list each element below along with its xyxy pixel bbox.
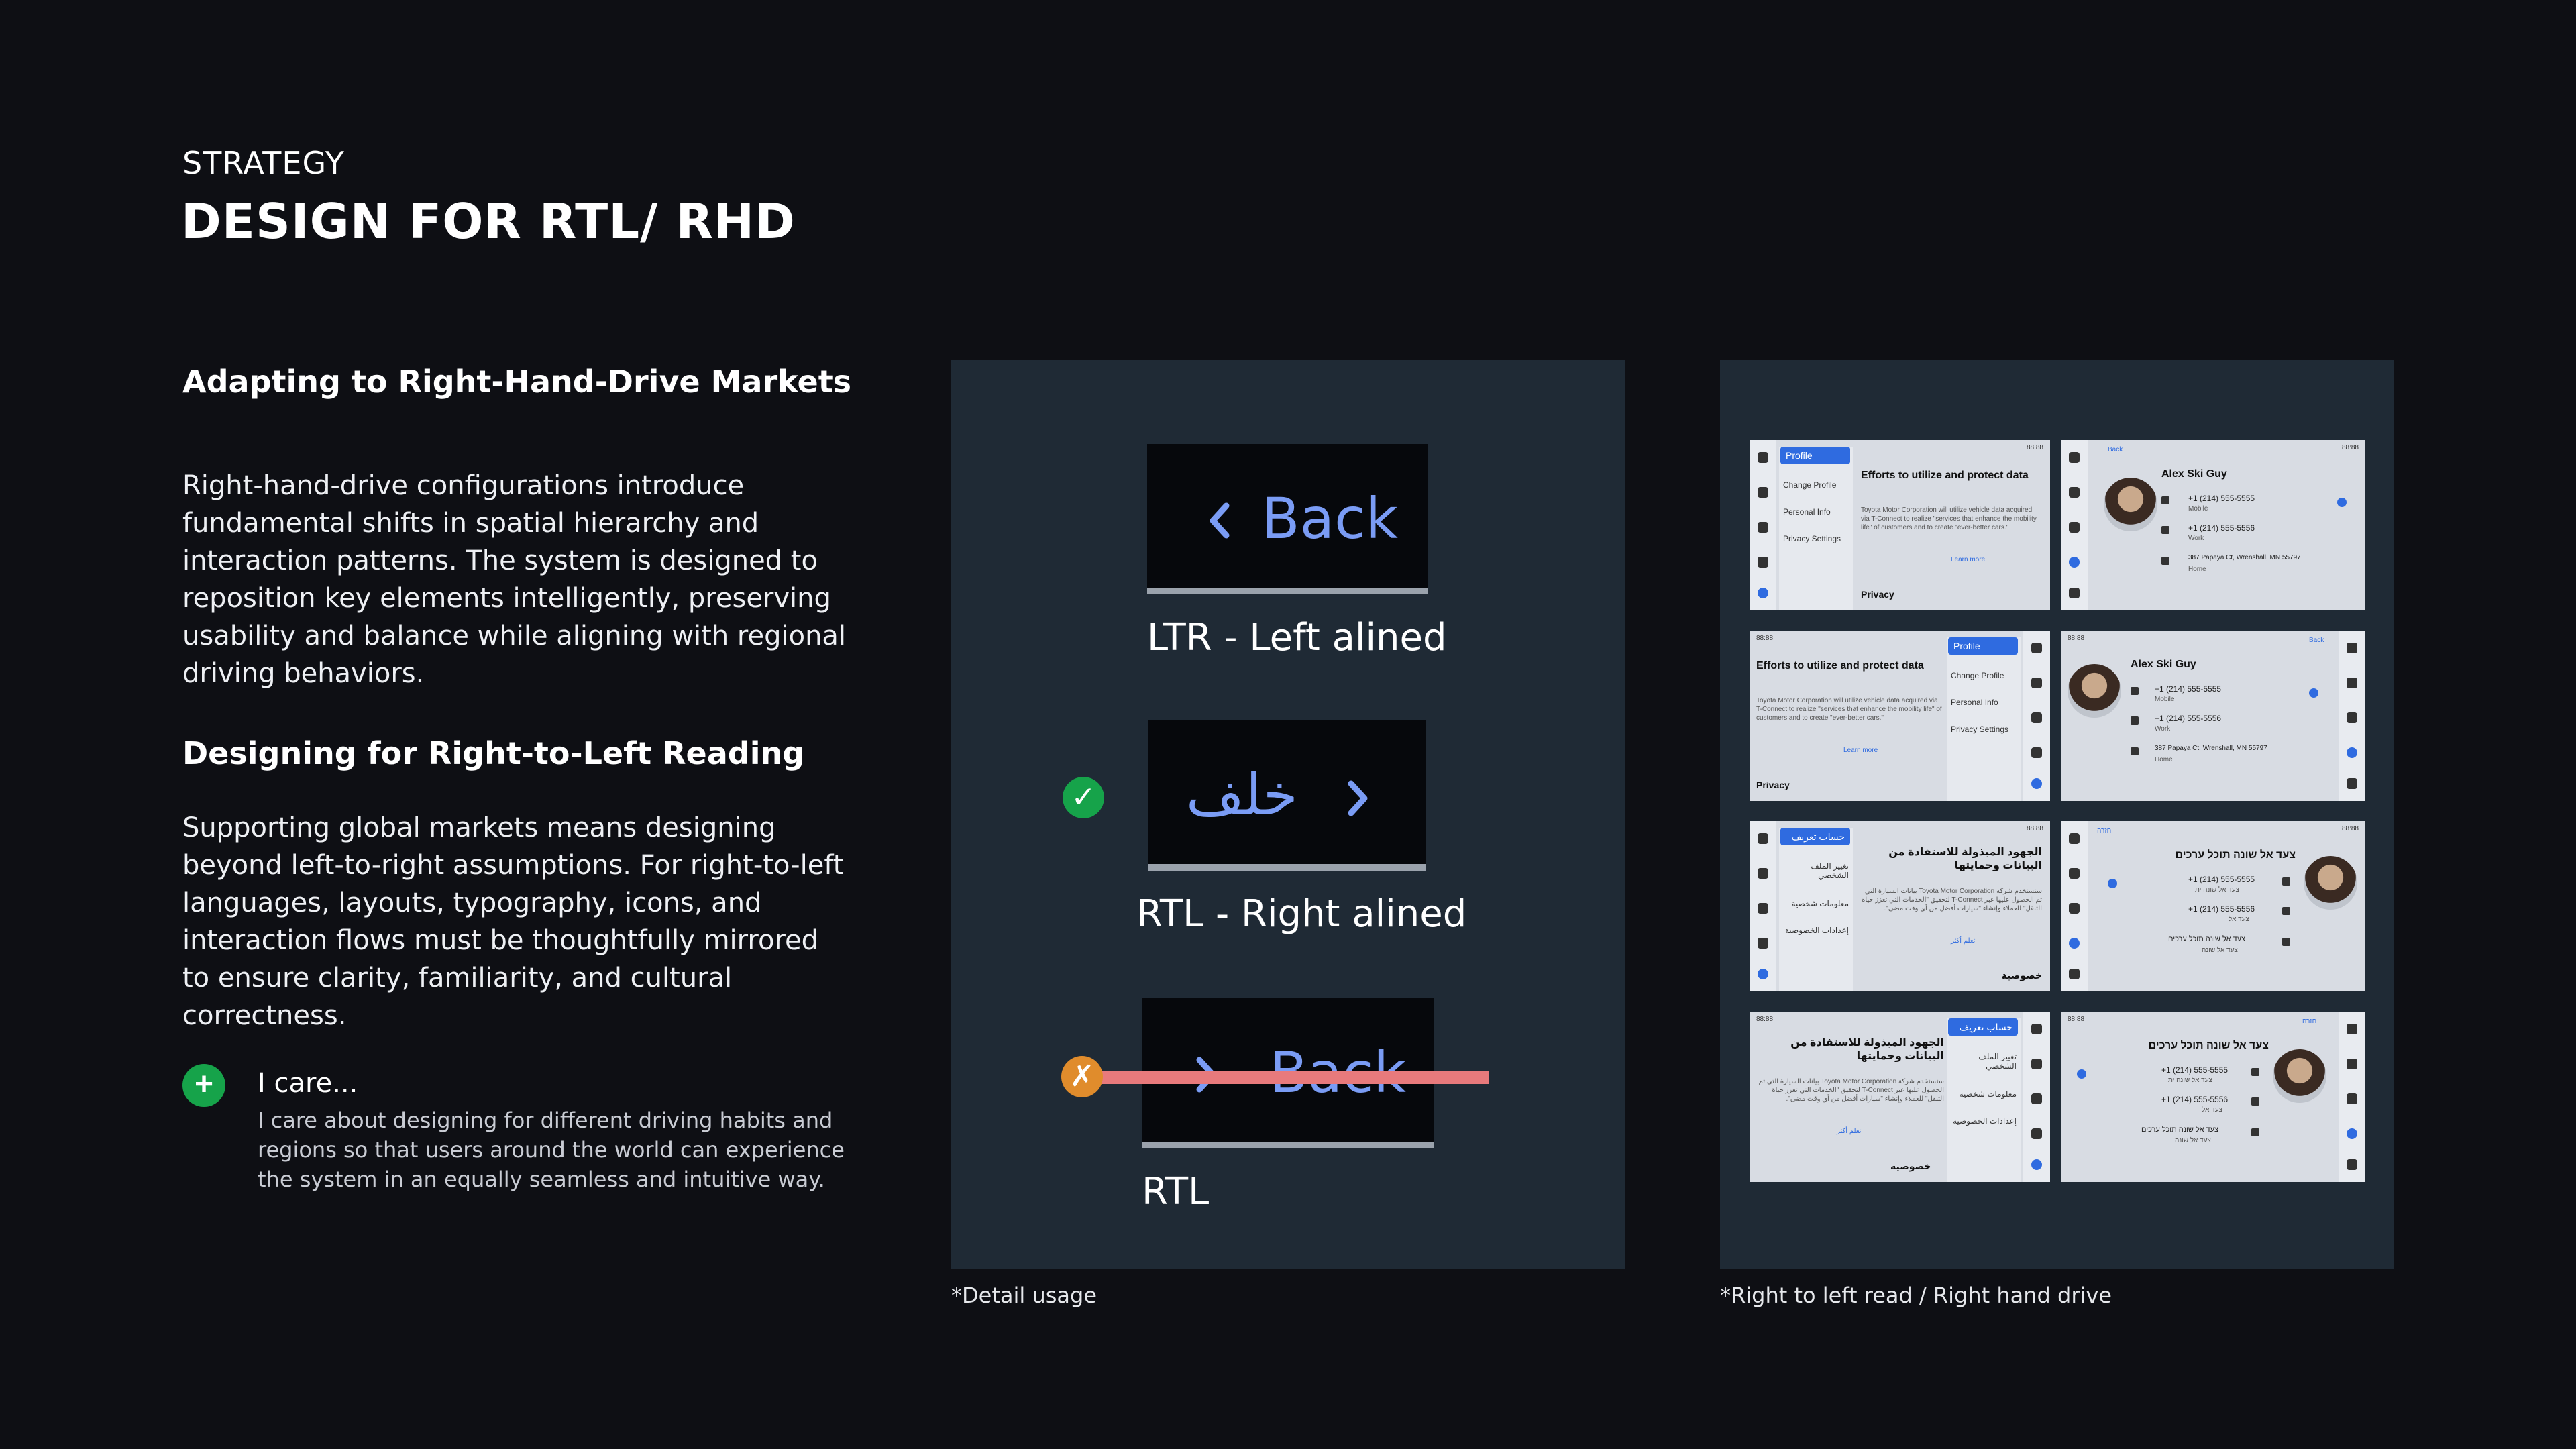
ltr-back-label: Back xyxy=(1261,486,1398,551)
privacy-heading: الجهود المبذولة للاستفادة من البيانات وحمايتها xyxy=(1888,847,2042,871)
menu-change-profile[interactable]: تغيير الملف الشخصي xyxy=(1811,861,1849,880)
contact-name: צעד אל שונה תוכל ערכים xyxy=(2148,1040,2269,1051)
privacy-body: ستستخدم شركة Toyota Motor Corporation بيانات السيارة التي تم الحصول عليها عبر T-Connect لتحقيق "الخدمات التي تعزز حياة التنقل" للعملاء وإنشاء "سيارات أفضل من أي وقت مضى". xyxy=(1758,1078,1944,1103)
learn-more-link[interactable]: Learn more xyxy=(1951,556,1986,564)
location-icon xyxy=(2131,747,2139,755)
music-icon xyxy=(2031,712,2042,723)
music-icon xyxy=(1758,903,1768,914)
contact-phone-1-type: צעד אל שונה ית xyxy=(2195,886,2239,894)
menu-change-profile[interactable]: تغيير الملف الشخصي xyxy=(1978,1052,2017,1071)
home-icon xyxy=(2347,1024,2357,1034)
phone-icon xyxy=(2251,1097,2259,1106)
home-icon xyxy=(1758,452,1768,463)
care-title: I care... xyxy=(258,1068,358,1099)
ltr-back-button-demo xyxy=(1147,444,1428,594)
profile-tab[interactable]: Profile xyxy=(1948,637,2018,655)
menu-privacy-settings[interactable]: إعدادات الخصوصية xyxy=(1952,1116,2017,1126)
location-icon xyxy=(2251,1128,2259,1136)
phone-icon[interactable] xyxy=(2347,747,2357,758)
phone-icon[interactable] xyxy=(2069,938,2080,949)
rtl-incorrect-caption: RTL xyxy=(1142,1170,1210,1214)
home-icon xyxy=(1758,833,1768,844)
settings-icon[interactable] xyxy=(1758,588,1768,598)
status-time: 88:88 xyxy=(2026,444,2043,451)
favorite-icon[interactable] xyxy=(2309,688,2318,698)
avatar xyxy=(2273,1049,2326,1103)
privacy-footer: خصوصية xyxy=(2001,970,2042,981)
privacy-footer: Privacy xyxy=(1861,589,1894,600)
contact-phone-1[interactable]: +1 (214) 555-5555 xyxy=(2188,875,2255,884)
phone-icon xyxy=(2282,907,2290,915)
contact-phone-1-type: צעד אל שונה ית xyxy=(2168,1077,2212,1084)
back-link[interactable]: חזרה xyxy=(2097,827,2112,835)
home-icon xyxy=(2069,833,2080,844)
profile-tab[interactable]: Profile xyxy=(1780,447,1850,464)
phone-icon xyxy=(2131,716,2139,724)
phone-icon xyxy=(2031,1128,2042,1139)
navigation-icon xyxy=(2031,678,2042,688)
screen-rtl-contact-rhd xyxy=(2061,1012,2365,1182)
privacy-heading: Efforts to utilize and protect data xyxy=(1861,470,2029,481)
contact-phone-2[interactable]: +1 (214) 555-5556 xyxy=(2155,714,2222,723)
status-time: 88:88 xyxy=(2068,1016,2085,1023)
contact-phone-2[interactable]: +1 (214) 555-5556 xyxy=(2188,904,2255,914)
back-link[interactable]: Back xyxy=(2309,637,2324,644)
rtl-back-label: خلف xyxy=(1186,762,1298,828)
contact-phone-2[interactable]: +1 (214) 555-5556 xyxy=(2161,1095,2229,1104)
ltr-caption: LTR - Left alined xyxy=(1147,616,1447,659)
cross-icon: ✗ xyxy=(1061,1056,1103,1097)
favorite-icon[interactable] xyxy=(2108,879,2117,888)
eyebrow-label: STRATEGY xyxy=(182,145,345,181)
privacy-heading: الجهود المبذولة للاستفادة من البيانات وحمايتها xyxy=(1790,1037,1944,1062)
section-body-rtl: Supporting global markets means designing beyond left-to-right assumptions. For right-to-left languages, layouts, typography, icons, and interaction flows must be thoughtfully mirrored to ensure clarity, familiarity, and cultural correctness. xyxy=(182,812,844,1031)
menu-privacy-settings[interactable]: إعدادات الخصوصية xyxy=(1784,926,1849,935)
nav-rail xyxy=(2339,1012,2365,1182)
rtl-rhd-screens-panel xyxy=(1720,360,2394,1269)
chevron-right-icon xyxy=(1344,778,1371,818)
navigation-icon xyxy=(2347,678,2357,688)
menu-personal-info[interactable]: معلومات شخصية xyxy=(1959,1089,2017,1099)
privacy-footer: Privacy xyxy=(1756,780,1790,790)
music-icon xyxy=(2069,522,2080,533)
music-icon xyxy=(2031,1093,2042,1104)
section-heading-rhd: Adapting to Right-Hand-Drive Markets xyxy=(182,364,852,400)
navigation-icon xyxy=(2069,487,2080,498)
contact-phone-1-type: Mobile xyxy=(2188,505,2208,513)
contact-address[interactable]: 387 Papaya Ct, Wrenshall, MN 55797 xyxy=(2155,745,2267,752)
phone-icon xyxy=(2251,1068,2259,1076)
status-time: 88:88 xyxy=(2026,825,2043,833)
settings-icon[interactable] xyxy=(2031,1159,2042,1170)
settings-icon xyxy=(2347,778,2357,789)
contact-address-type: צעד אל שונה xyxy=(2175,1137,2211,1144)
settings-icon xyxy=(2347,1159,2357,1170)
home-icon xyxy=(2069,452,2080,463)
status-time: 88:88 xyxy=(2341,825,2359,833)
nav-rail xyxy=(1750,821,1776,991)
profile-tab[interactable]: حساب تعريف xyxy=(1948,1018,2018,1036)
page-title: DESIGN FOR RTL/ RHD xyxy=(181,193,796,250)
nav-rail xyxy=(1750,440,1776,610)
contact-phone-2-type: Work xyxy=(2188,535,2204,542)
section-heading-rtl: Designing for Right-to-Left Reading xyxy=(182,735,805,771)
back-link[interactable]: Back xyxy=(2108,446,2123,453)
screen-ltr-settings xyxy=(1750,440,2050,610)
settings-icon[interactable] xyxy=(1758,969,1768,979)
location-icon xyxy=(2282,938,2290,946)
nav-rail xyxy=(2023,631,2050,801)
phone-icon xyxy=(2161,526,2169,534)
phone-icon[interactable] xyxy=(2347,1128,2357,1139)
privacy-footer: خصوصية xyxy=(1890,1161,1931,1171)
status-time: 88:88 xyxy=(1756,1016,1774,1023)
phone-icon xyxy=(1758,938,1768,949)
nav-rail xyxy=(2339,631,2365,801)
avatar xyxy=(2104,478,2157,531)
rtl-back-button-demo xyxy=(1148,720,1426,871)
learn-more-link[interactable]: تعلم أكثر xyxy=(1951,937,1976,945)
navigation-icon xyxy=(2347,1059,2357,1069)
section-body-rhd: Right-hand-drive configurations introduce fundamental shifts in spatial hierarchy and interaction patterns. The system is designed to reposition key elements intelligently, preserving usability and balance while aligning with regional driving behaviors. xyxy=(182,470,847,689)
screen-ltr-contact xyxy=(2061,440,2365,610)
navigation-icon xyxy=(1758,868,1768,879)
home-icon xyxy=(2031,643,2042,653)
menu-personal-info[interactable]: معلومات شخصية xyxy=(1791,899,1849,908)
learn-more-link[interactable]: تعلم أكثر xyxy=(1837,1128,1862,1135)
status-time: 88:88 xyxy=(1756,635,1774,642)
music-icon xyxy=(2347,1093,2357,1104)
music-icon xyxy=(2069,903,2080,914)
settings-icon[interactable] xyxy=(2031,778,2042,789)
avatar xyxy=(2304,856,2357,910)
privacy-body: Toyota Motor Corporation will utilize vehicle data acquired via T-Connect to realize "services that enhance the mobility life" of customers and to create "ever-better cars." xyxy=(1861,506,2037,531)
screen-rtl-settings-rhd xyxy=(1750,1012,2050,1182)
check-icon: ✓ xyxy=(1063,777,1104,818)
phone-icon xyxy=(2131,687,2139,695)
music-icon xyxy=(2347,712,2357,723)
contact-name: Alex Ski Guy xyxy=(2131,659,2196,670)
contact-address-type: Home xyxy=(2155,756,2173,763)
navigation-icon xyxy=(1758,487,1768,498)
navigation-icon xyxy=(2031,1059,2042,1069)
status-time: 88:88 xyxy=(2068,635,2085,642)
nav-rail xyxy=(2061,440,2088,610)
contact-address[interactable]: צעד אל שונה תוכל ערכים xyxy=(2168,935,2246,943)
screen-rtl-contact-lhd xyxy=(2061,821,2365,991)
learn-more-link[interactable]: Learn more xyxy=(1843,747,1878,754)
avatar xyxy=(2068,664,2121,718)
contact-address-type: Home xyxy=(2188,566,2206,573)
contact-phone-1[interactable]: +1 (214) 555-5555 xyxy=(2188,494,2255,503)
nav-rail xyxy=(2023,1012,2050,1182)
detail-usage-note: *Detail usage xyxy=(951,1283,1097,1308)
contact-phone-1[interactable]: +1 (214) 555-5555 xyxy=(2161,1065,2229,1075)
home-icon xyxy=(2347,643,2357,653)
screens-note: *Right to left read / Right hand drive xyxy=(1720,1283,2112,1308)
phone-icon xyxy=(2031,747,2042,758)
favorite-icon[interactable] xyxy=(2337,498,2347,507)
status-time: 88:88 xyxy=(2341,444,2359,451)
music-icon xyxy=(1758,522,1768,533)
contact-name: צעד אל שונה תוכל ערכים xyxy=(2175,849,2296,861)
phone-icon[interactable] xyxy=(2069,557,2080,568)
settings-icon xyxy=(2069,969,2080,979)
plus-icon: + xyxy=(182,1064,225,1107)
privacy-body: ستستخدم شركة Toyota Motor Corporation بيانات السيارة التي تم الحصول عليها عبر T-Connect لتحقيق "الخدمات التي تعزز حياة التنقل" للعملاء وإنشاء "سيارات أفضل من أي وقت مضى". xyxy=(1862,888,2042,912)
privacy-heading: Efforts to utilize and protect data xyxy=(1756,660,1924,672)
location-icon xyxy=(2161,557,2169,565)
menu-privacy-settings[interactable]: Privacy Settings xyxy=(1783,534,1841,543)
menu-personal-info[interactable]: Personal Info xyxy=(1951,698,1998,707)
contact-address-type: צעד אל שונה xyxy=(2202,947,2238,954)
nav-rail xyxy=(2061,821,2088,991)
chevron-left-icon xyxy=(1206,500,1233,541)
phone-icon xyxy=(2161,496,2169,504)
menu-change-profile[interactable]: Change Profile xyxy=(1951,671,2004,680)
favorite-icon[interactable] xyxy=(2077,1069,2086,1079)
contact-phone-1[interactable]: +1 (214) 555-5555 xyxy=(2155,684,2222,694)
home-icon xyxy=(2031,1024,2042,1034)
contact-phone-2-type: צעד אל xyxy=(2202,1106,2222,1114)
settings-icon xyxy=(2069,588,2080,598)
privacy-body: Toyota Motor Corporation will utilize vehicle data acquired via T-Connect to realize "services that enhance the mobility life" of customers and to create "ever-better cars." xyxy=(1756,697,1942,722)
menu-privacy-settings[interactable]: Privacy Settings xyxy=(1951,724,2009,734)
contact-name: Alex Ski Guy xyxy=(2161,468,2227,480)
screen-rtl-settings-lhd xyxy=(1750,821,2050,991)
menu-personal-info[interactable]: Personal Info xyxy=(1783,507,1831,517)
contact-phone-2-type: צעד אל xyxy=(2229,916,2249,923)
contact-phone-1-type: Mobile xyxy=(2155,696,2175,703)
phone-icon xyxy=(1758,557,1768,568)
back-link[interactable]: חזרה xyxy=(2302,1018,2317,1025)
screen-rhd-settings xyxy=(1750,631,2050,801)
care-body: I care about designing for different driving habits and regions so that users around the world can experience the system in an equally seamless and intuitive way. xyxy=(258,1108,845,1192)
menu-change-profile[interactable]: Change Profile xyxy=(1783,480,1837,490)
contact-address[interactable]: 387 Papaya Ct, Wrenshall, MN 55797 xyxy=(2188,554,2301,561)
screen-rhd-contact xyxy=(2061,631,2365,801)
phone-icon xyxy=(2282,877,2290,885)
strikethrough-line xyxy=(1100,1071,1489,1084)
rtl-caption: RTL - Right alined xyxy=(1136,892,1467,936)
navigation-icon xyxy=(2069,868,2080,879)
contact-phone-2-type: Work xyxy=(2155,725,2171,733)
contact-phone-2[interactable]: +1 (214) 555-5556 xyxy=(2188,523,2255,533)
contact-address[interactable]: צעד אל שונה תוכל ערכים xyxy=(2141,1126,2219,1134)
profile-tab[interactable]: حساب تعريف xyxy=(1780,828,1850,845)
